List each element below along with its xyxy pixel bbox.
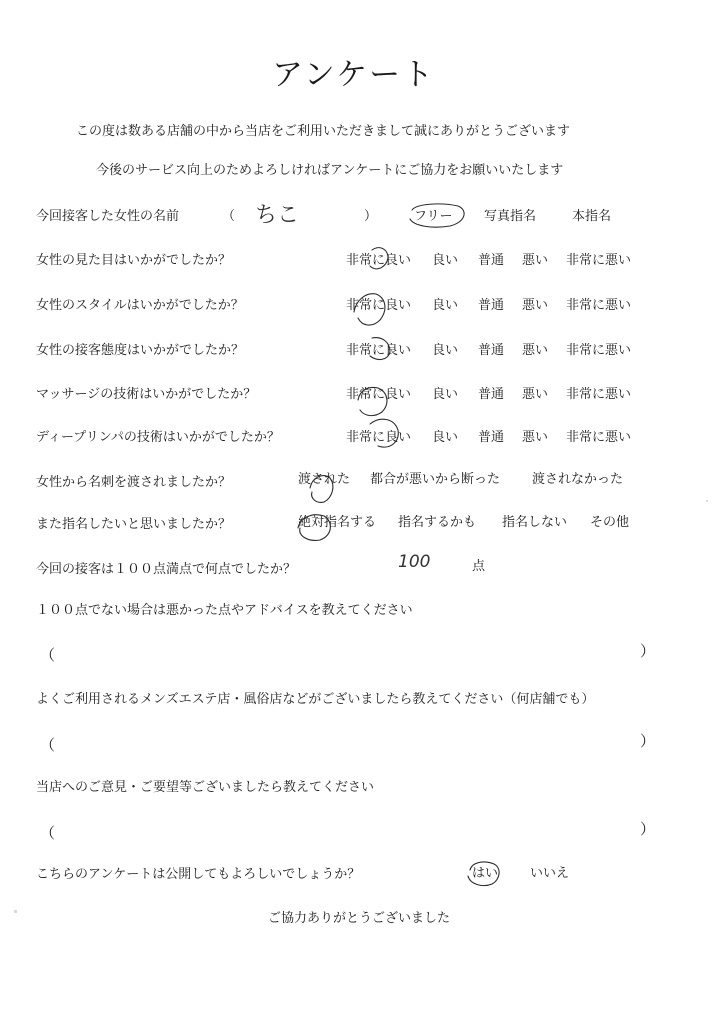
circle-mark-received (310, 476, 333, 503)
score-unit: 点 (472, 559, 486, 574)
question-label: 女性の接客態度はいかがでしたか？ (36, 343, 245, 358)
option-very-bad[interactable]: 非常に悪い (566, 343, 632, 358)
option-yes[interactable]: はい (472, 866, 499, 881)
opinion-close-paren: ） (640, 820, 656, 838)
option-not-received[interactable]: 渡されなかった (532, 472, 624, 487)
option-average[interactable]: 普通 (478, 298, 505, 313)
handwritten-name: ちこ (255, 203, 300, 228)
closing-message: ご協力ありがとうございました (268, 911, 451, 926)
circle-mark-lymph (370, 419, 398, 447)
option-declined[interactable]: 都合が悪いから断った (370, 472, 501, 487)
publish-question-label: こちらのアンケートは公開してもよろしいでしょうか？ (36, 867, 361, 882)
option-very-bad[interactable]: 非常に悪い (566, 430, 632, 445)
option-very-bad[interactable]: 非常に悪い (566, 253, 632, 268)
question-label: 女性の見た目はいかがでしたか？ (36, 253, 232, 268)
option-received[interactable]: 渡された (298, 472, 351, 487)
option-good[interactable]: 良い (432, 253, 459, 268)
option-bad[interactable]: 悪い (522, 298, 549, 313)
option-very-bad[interactable]: 非常に悪い (566, 387, 632, 402)
advice-open-paren: （ (40, 646, 56, 664)
advice-close-paren: ） (640, 642, 656, 660)
option-maybe[interactable]: 指名するかも (398, 515, 477, 530)
option-other[interactable]: その他 (590, 515, 630, 530)
circle-mark-looks (370, 248, 388, 269)
name-open-paren: （ (222, 209, 236, 224)
option-very-good[interactable]: 非常に良い (346, 387, 412, 402)
option-free[interactable]: フリー (414, 209, 453, 224)
question-label: マッサージの技術はいかがでしたか？ (36, 387, 257, 402)
option-very-good[interactable]: 非常に良い (346, 430, 412, 445)
option-average[interactable]: 普通 (478, 430, 505, 445)
option-main-nomination[interactable]: 本指名 (572, 209, 612, 224)
opinion-open-paren: （ (40, 824, 56, 842)
other-shops-open-paren: （ (40, 736, 56, 754)
page-title: アンケート (272, 57, 436, 93)
option-good[interactable]: 良い (432, 387, 459, 402)
option-photo-nomination[interactable]: 写真指名 (484, 209, 537, 224)
circle-mark-attitude (370, 338, 390, 360)
option-no[interactable]: 指名しない (502, 515, 568, 530)
option-good[interactable]: 良い (432, 430, 459, 445)
name-close-paren: ） (364, 209, 378, 224)
score-question-label: 今回の接客は１００点満点で何点でしたか？ (36, 562, 297, 577)
advice-question-label: １００点でない場合は悪かった点やアドバイスを教えてください (36, 603, 413, 618)
handwritten-score: 100 (398, 552, 431, 572)
other-shops-close-paren: ） (640, 732, 656, 750)
question-label: 女性のスタイルはいかがでしたか？ (36, 298, 244, 313)
option-average[interactable]: 普通 (478, 387, 505, 402)
option-average[interactable]: 普通 (478, 343, 505, 358)
other-shops-question-label: よくご利用されるメンズエステ店・風俗店などがございましたら教えてください（何店舗でも） (36, 692, 595, 707)
option-good[interactable]: 良い (432, 298, 459, 313)
option-good[interactable]: 良い (432, 343, 459, 358)
option-average[interactable]: 普通 (478, 253, 505, 268)
name-label: 今回接客した女性の名前 (36, 209, 180, 224)
option-bad[interactable]: 悪い (522, 253, 549, 268)
option-very-good[interactable]: 非常に良い (346, 343, 412, 358)
intro-line-1: この度は数ある店舗の中から当店をご利用いただきまして誠にありがとうございます (76, 124, 571, 139)
circle-mark-free (410, 204, 464, 227)
again-question-label: また指名したいと思いましたか？ (36, 517, 232, 532)
intro-line-2: 今後のサービス向上のためよろしければアンケートにご協力をお願いいたします (96, 163, 564, 178)
card-question-label: 女性から名刺を渡されましたか？ (36, 475, 232, 490)
option-bad[interactable]: 悪い (522, 343, 549, 358)
circle-mark-yes (468, 862, 499, 886)
option-no-publish[interactable]: いいえ (530, 866, 570, 881)
opinion-question-label: 当店へのご意見・ご要望等ございましたら教えてください (36, 780, 375, 795)
question-label: ディープリンパの技術はいかがでしたか？ (36, 430, 280, 445)
circle-mark-massage (358, 388, 387, 416)
circle-mark-style (354, 294, 385, 325)
option-very-good[interactable]: 非常に良い (346, 298, 412, 313)
option-bad[interactable]: 悪い (522, 430, 549, 445)
option-very-good[interactable]: 非常に良い (346, 253, 412, 268)
option-very-bad[interactable]: 非常に悪い (566, 298, 632, 313)
option-definitely[interactable]: 絶対指名する (298, 515, 377, 530)
option-bad[interactable]: 悪い (522, 387, 549, 402)
circle-mark-definitely (298, 515, 330, 541)
